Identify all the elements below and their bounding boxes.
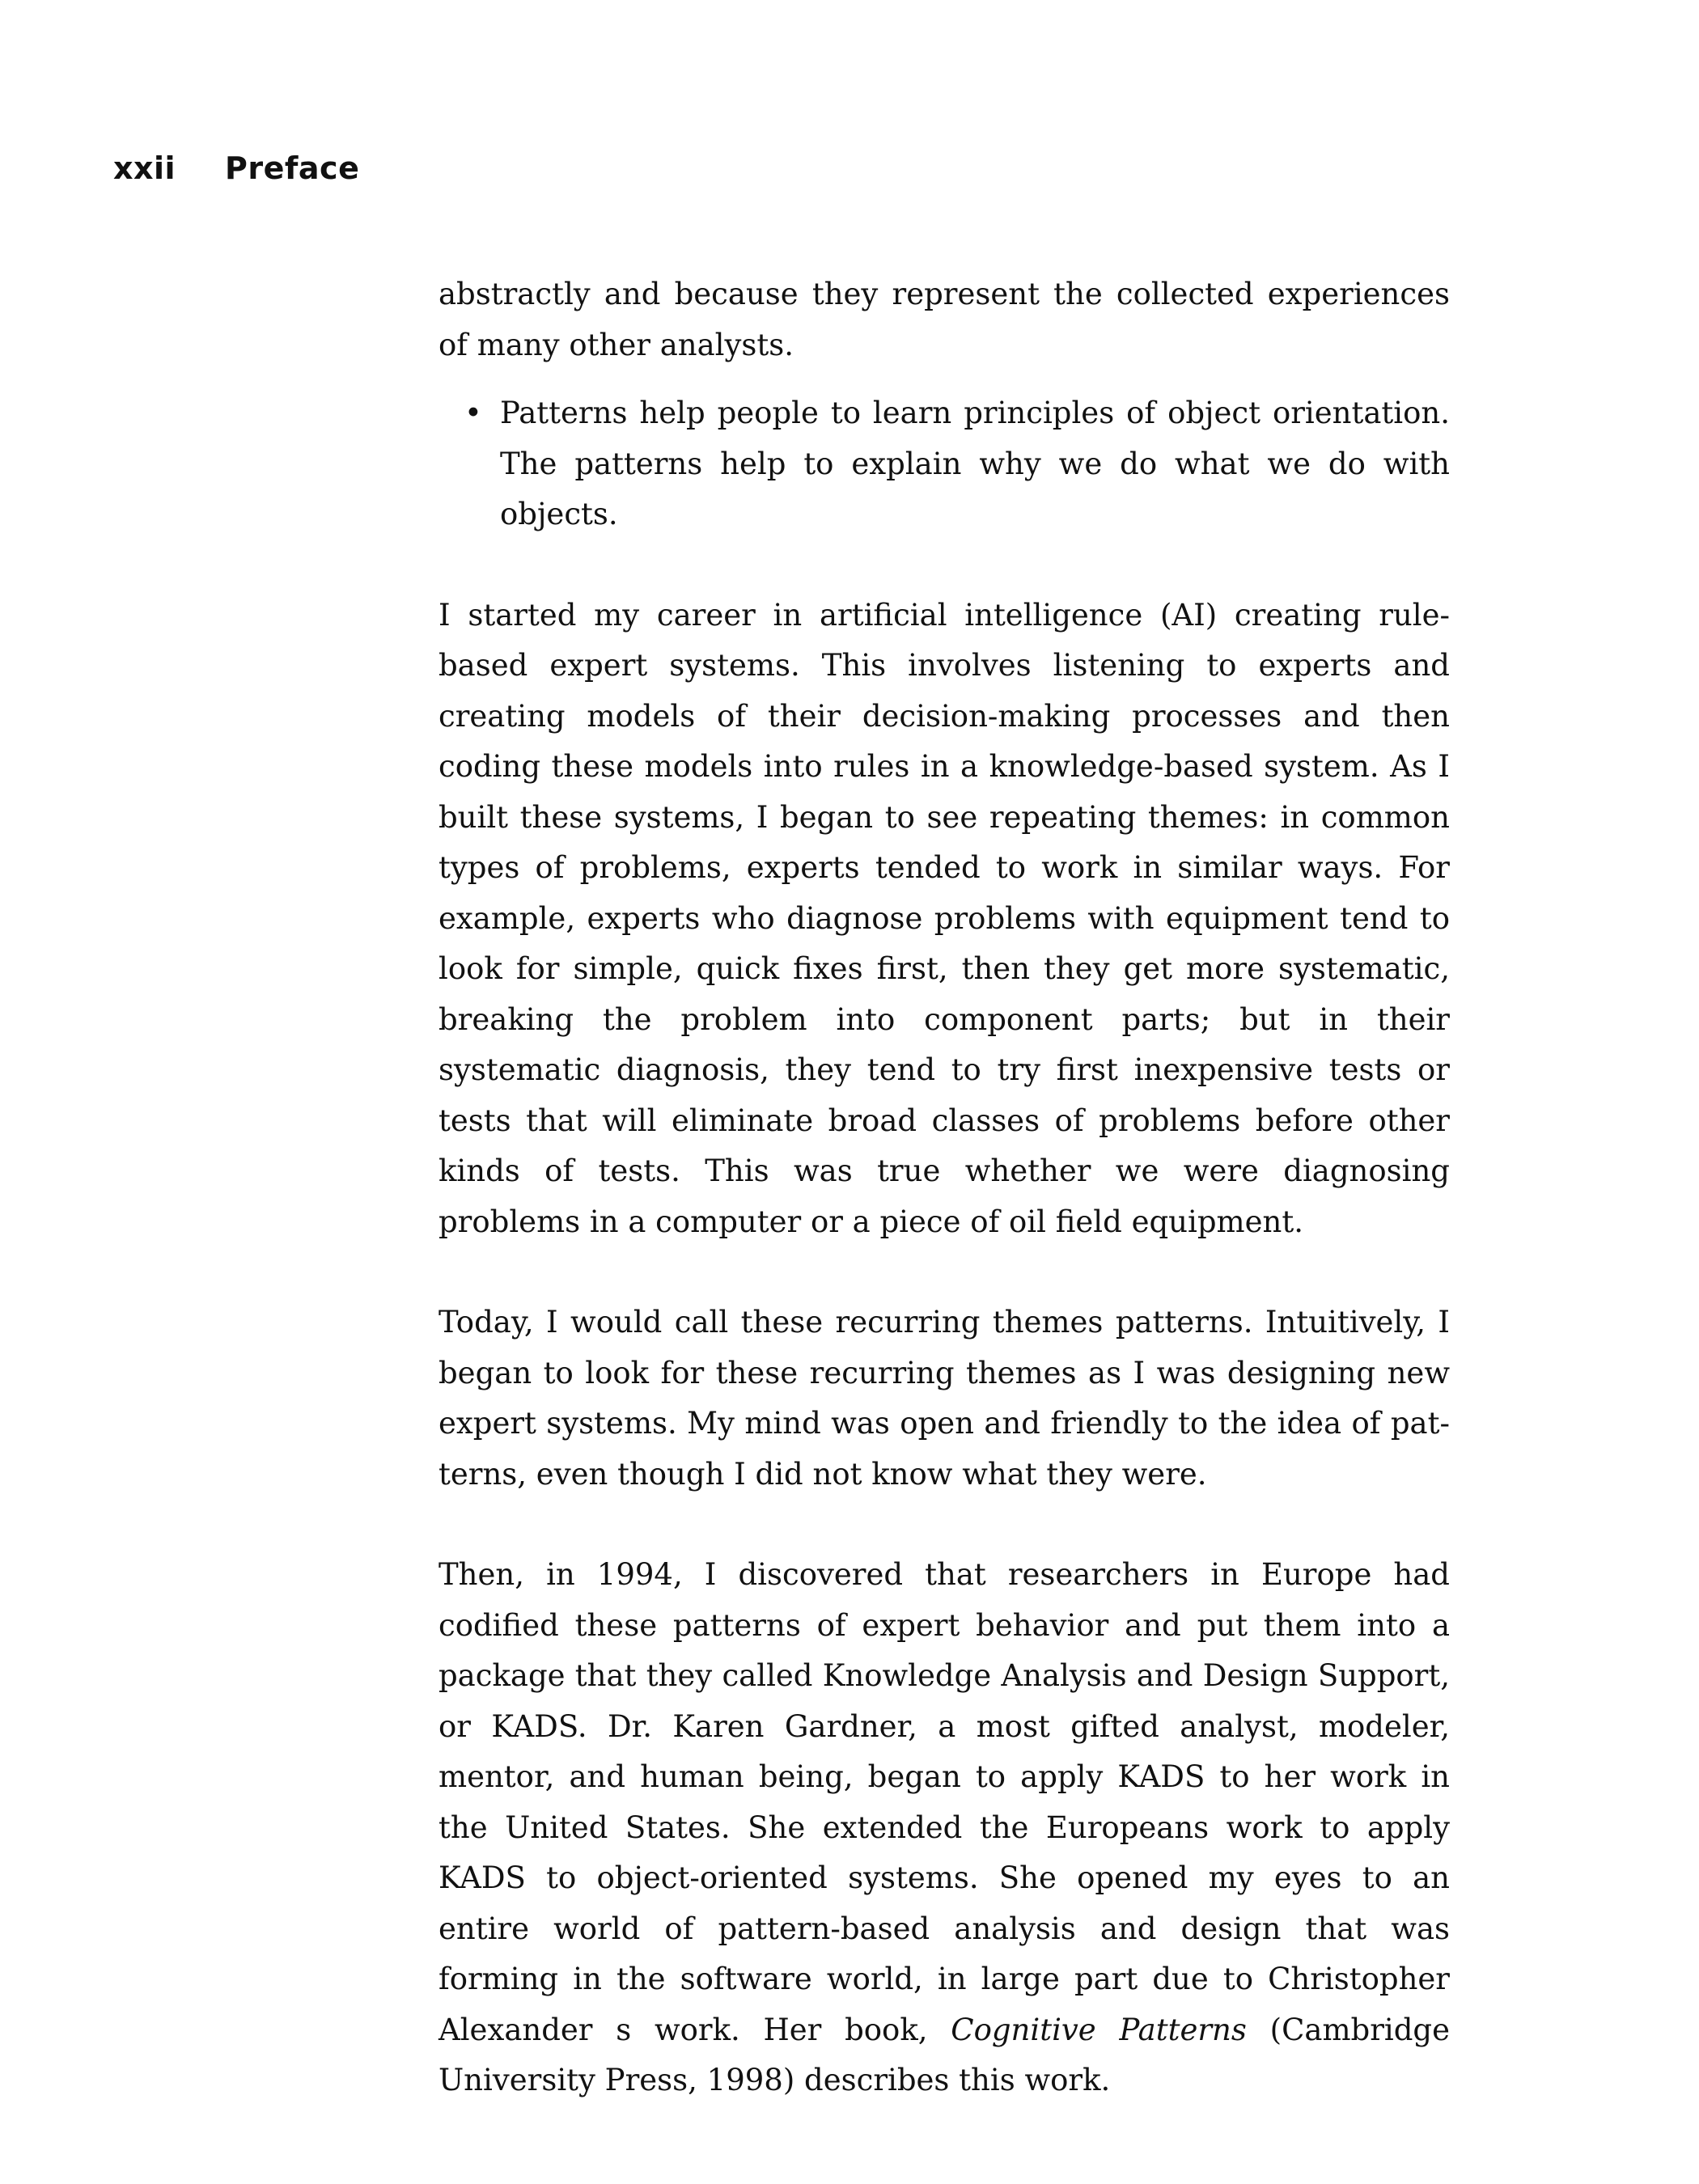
paragraph-ai-career: I started my career in artificial intelligence (AI) creating rule-based expert systems. This involves listening to experts and creating models of their decision-making processes and then coding these models into rules in a knowledge-based system. As I built these systems, I began to see repeating themes: in common types of problems, experts tended to work in similar ways. For example, experts who diagnose problems with equipment tend to look for simple, quick fixes first, then they get more systematic, breaking the problem into component parts; but in their systematic diagnosis, they tend to try first inexpensive tests or tests that will eliminate broad classes of problems before other kinds of tests. This was true whether we were diagnosing problems in a computer or a piece of oil field equipment. (439, 597, 1450, 1239)
page-body (439, 269, 1450, 2106)
bullet-continuation: abstractly and because they represent the collected experiences of many other analysts. (439, 277, 1450, 362)
bullet-text: Patterns help people to learn principles of object orientation. The patterns help to explain why we do what we do with objects. (500, 396, 1450, 531)
paragraph-recurring-themes: Today, I would call these recurring themes patterns. Intuitively, I began to look for these recurring themes as I was designing new expert systems. My mind was open and friendly to the idea of patterns, even though I did not know what they were. (439, 1305, 1450, 1492)
book-title: Cognitive Patterns (951, 2012, 1247, 2047)
paragraph-kads-text: Then, in 1994, I discovered that researchers in Europe had codified these patterns of expert behavior and put them into a package that they called Knowledge Analysis and Design Support, or KADS. Dr. Karen Gardner, a most gifted analyst, modeler, mentor, and human being, began to apply KADS to her work in the United States. She extended the Europeans work to apply KADS to object-oriented systems. She opened my eyes to an entire world of pattern-based analysis and design that was forming in the software world, in large part due to Christopher Alexander s work. Her book, (439, 1557, 1450, 2047)
section-title: Preface (225, 150, 360, 186)
bullet-item (464, 388, 1450, 540)
bullet-icon: • (464, 396, 482, 430)
page-number: xxii (113, 150, 176, 186)
running-head (113, 150, 359, 186)
paragraph-kads-text-end: (Cambridge University Press, 1998) describes this work. (439, 2012, 1450, 2097)
paragraph-kads (439, 1550, 1450, 2106)
